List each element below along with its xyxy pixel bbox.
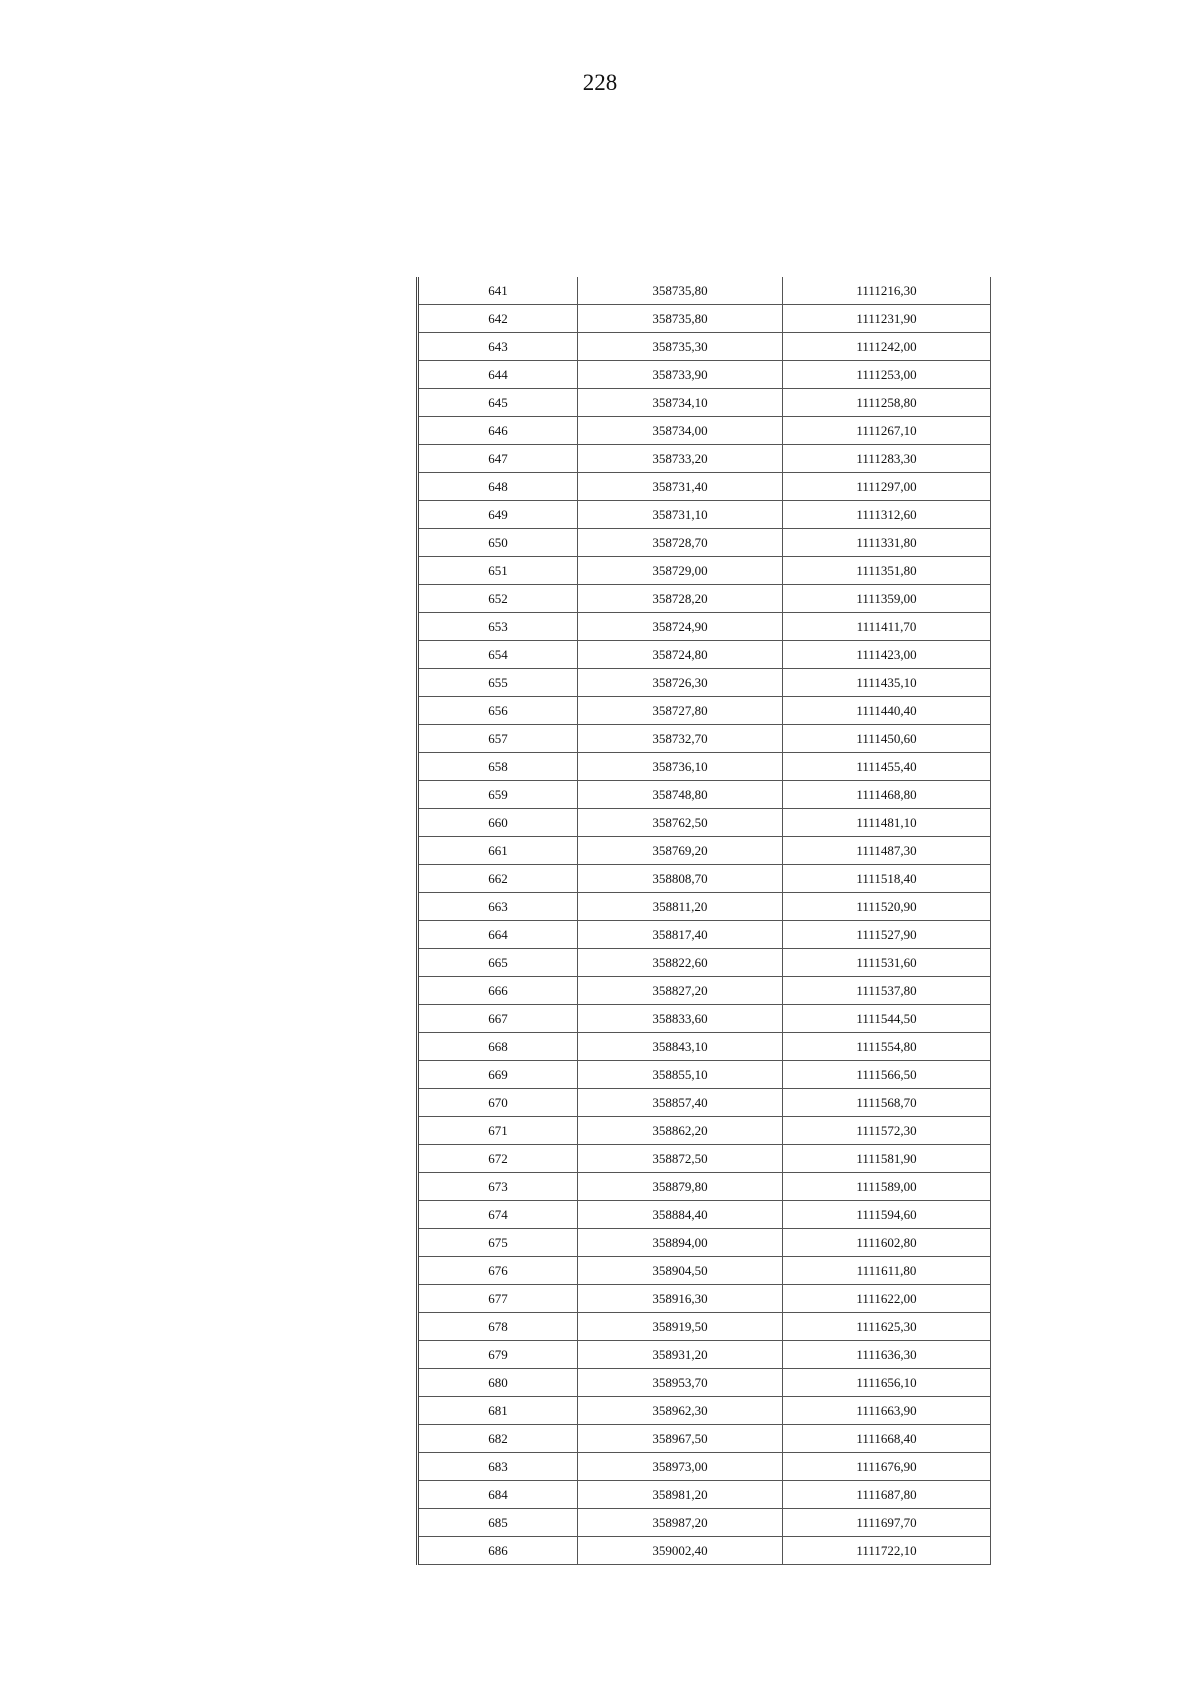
x-coordinate-cell: 358731,40 <box>578 473 783 501</box>
x-coordinate-cell: 358731,10 <box>578 501 783 529</box>
y-coordinate-cell: 1111450,60 <box>783 725 991 753</box>
y-coordinate-cell: 1111258,80 <box>783 389 991 417</box>
y-coordinate-cell: 1111554,80 <box>783 1033 991 1061</box>
x-coordinate-cell: 358931,20 <box>578 1341 783 1369</box>
y-coordinate-cell: 1111572,30 <box>783 1117 991 1145</box>
x-coordinate-cell: 358857,40 <box>578 1089 783 1117</box>
point-number-cell: 644 <box>418 361 578 389</box>
point-number-cell: 669 <box>418 1061 578 1089</box>
y-coordinate-cell: 1111487,30 <box>783 837 991 865</box>
point-number-cell: 649 <box>418 501 578 529</box>
table-row <box>418 1313 991 1341</box>
table-row <box>418 1453 991 1481</box>
y-coordinate-cell: 1111581,90 <box>783 1145 991 1173</box>
x-coordinate-cell: 358735,30 <box>578 333 783 361</box>
point-number-cell: 679 <box>418 1341 578 1369</box>
y-coordinate-cell: 1111297,00 <box>783 473 991 501</box>
point-number-cell: 646 <box>418 417 578 445</box>
point-number-cell: 643 <box>418 333 578 361</box>
table-row <box>418 977 991 1005</box>
x-coordinate-cell: 358735,80 <box>578 277 783 305</box>
point-number-cell: 680 <box>418 1369 578 1397</box>
x-coordinate-cell: 358762,50 <box>578 809 783 837</box>
table-row <box>418 697 991 725</box>
point-number-cell: 664 <box>418 921 578 949</box>
y-coordinate-cell: 1111611,80 <box>783 1257 991 1285</box>
x-coordinate-cell: 358735,80 <box>578 305 783 333</box>
point-number-cell: 641 <box>418 277 578 305</box>
y-coordinate-cell: 1111331,80 <box>783 529 991 557</box>
y-coordinate-cell: 1111283,30 <box>783 445 991 473</box>
point-number-cell: 667 <box>418 1005 578 1033</box>
y-coordinate-cell: 1111527,90 <box>783 921 991 949</box>
x-coordinate-cell: 358872,50 <box>578 1145 783 1173</box>
table-row <box>418 1061 991 1089</box>
x-coordinate-cell: 358904,50 <box>578 1257 783 1285</box>
point-number-cell: 663 <box>418 893 578 921</box>
point-number-cell: 681 <box>418 1397 578 1425</box>
table-row <box>418 417 991 445</box>
table-row <box>418 501 991 529</box>
table-row <box>418 557 991 585</box>
point-number-cell: 666 <box>418 977 578 1005</box>
y-coordinate-cell: 1111518,40 <box>783 865 991 893</box>
x-coordinate-cell: 358919,50 <box>578 1313 783 1341</box>
x-coordinate-cell: 358736,10 <box>578 753 783 781</box>
y-coordinate-cell: 1111697,70 <box>783 1509 991 1537</box>
page-number: 228 <box>582 70 618 95</box>
point-number-cell: 650 <box>418 529 578 557</box>
x-coordinate-cell: 358855,10 <box>578 1061 783 1089</box>
x-coordinate-cell: 358734,00 <box>578 417 783 445</box>
x-coordinate-cell: 358833,60 <box>578 1005 783 1033</box>
x-coordinate-cell: 359002,40 <box>578 1537 783 1565</box>
point-number-cell: 678 <box>418 1313 578 1341</box>
table-row <box>418 529 991 557</box>
point-number-cell: 683 <box>418 1453 578 1481</box>
y-coordinate-cell: 1111435,10 <box>783 669 991 697</box>
y-coordinate-cell: 1111622,00 <box>783 1285 991 1313</box>
x-coordinate-cell: 358811,20 <box>578 893 783 921</box>
y-coordinate-cell: 1111468,80 <box>783 781 991 809</box>
y-coordinate-cell: 1111423,00 <box>783 641 991 669</box>
x-coordinate-cell: 358727,80 <box>578 697 783 725</box>
x-coordinate-cell: 358724,80 <box>578 641 783 669</box>
y-coordinate-cell: 1111568,70 <box>783 1089 991 1117</box>
table-row <box>418 613 991 641</box>
point-number-cell: 653 <box>418 613 578 641</box>
table-row <box>418 389 991 417</box>
x-coordinate-cell: 358953,70 <box>578 1369 783 1397</box>
y-coordinate-cell: 1111594,60 <box>783 1201 991 1229</box>
x-coordinate-cell: 358884,40 <box>578 1201 783 1229</box>
point-number-cell: 662 <box>418 865 578 893</box>
x-coordinate-cell: 358862,20 <box>578 1117 783 1145</box>
point-number-cell: 648 <box>418 473 578 501</box>
table-row <box>418 809 991 837</box>
point-number-cell: 642 <box>418 305 578 333</box>
table-row <box>418 1369 991 1397</box>
x-coordinate-cell: 358733,20 <box>578 445 783 473</box>
table-row <box>418 1537 991 1565</box>
point-number-cell: 671 <box>418 1117 578 1145</box>
point-number-cell: 670 <box>418 1089 578 1117</box>
y-coordinate-cell: 1111411,70 <box>783 613 991 641</box>
y-coordinate-cell: 1111216,30 <box>783 277 991 305</box>
table-row <box>418 1481 991 1509</box>
point-number-cell: 647 <box>418 445 578 473</box>
point-number-cell: 651 <box>418 557 578 585</box>
table-row <box>418 1229 991 1257</box>
point-number-cell: 656 <box>418 697 578 725</box>
x-coordinate-cell: 358987,20 <box>578 1509 783 1537</box>
table-row <box>418 305 991 333</box>
point-number-cell: 675 <box>418 1229 578 1257</box>
x-coordinate-cell: 358724,90 <box>578 613 783 641</box>
table-row <box>418 725 991 753</box>
point-number-cell: 684 <box>418 1481 578 1509</box>
table-row <box>418 585 991 613</box>
point-number-cell: 673 <box>418 1173 578 1201</box>
table-row <box>418 893 991 921</box>
x-coordinate-cell: 358748,80 <box>578 781 783 809</box>
y-coordinate-cell: 1111625,30 <box>783 1313 991 1341</box>
table-row <box>418 1005 991 1033</box>
point-number-cell: 676 <box>418 1257 578 1285</box>
point-number-cell: 682 <box>418 1425 578 1453</box>
coordinates-table-body <box>418 277 991 1565</box>
table-row <box>418 865 991 893</box>
point-number-cell: 645 <box>418 389 578 417</box>
x-coordinate-cell: 358732,70 <box>578 725 783 753</box>
point-number-cell: 685 <box>418 1509 578 1537</box>
point-number-cell: 661 <box>418 837 578 865</box>
y-coordinate-cell: 1111520,90 <box>783 893 991 921</box>
table-row <box>418 1509 991 1537</box>
point-number-cell: 668 <box>418 1033 578 1061</box>
point-number-cell: 657 <box>418 725 578 753</box>
x-coordinate-cell: 358734,10 <box>578 389 783 417</box>
table-row <box>418 1257 991 1285</box>
point-number-cell: 659 <box>418 781 578 809</box>
y-coordinate-cell: 1111722,10 <box>783 1537 991 1565</box>
point-number-cell: 672 <box>418 1145 578 1173</box>
y-coordinate-cell: 1111656,10 <box>783 1369 991 1397</box>
point-number-cell: 674 <box>418 1201 578 1229</box>
x-coordinate-cell: 358733,90 <box>578 361 783 389</box>
table-row <box>418 753 991 781</box>
y-coordinate-cell: 1111663,90 <box>783 1397 991 1425</box>
table-row <box>418 1201 991 1229</box>
table-row <box>418 781 991 809</box>
x-coordinate-cell: 358769,20 <box>578 837 783 865</box>
table-row <box>418 1089 991 1117</box>
x-coordinate-cell: 358973,00 <box>578 1453 783 1481</box>
x-coordinate-cell: 358962,30 <box>578 1397 783 1425</box>
x-coordinate-cell: 358729,00 <box>578 557 783 585</box>
table-row <box>418 361 991 389</box>
y-coordinate-cell: 1111312,60 <box>783 501 991 529</box>
x-coordinate-cell: 358808,70 <box>578 865 783 893</box>
table-row <box>418 921 991 949</box>
table-row <box>418 837 991 865</box>
y-coordinate-cell: 1111481,10 <box>783 809 991 837</box>
y-coordinate-cell: 1111544,50 <box>783 1005 991 1033</box>
y-coordinate-cell: 1111566,50 <box>783 1061 991 1089</box>
y-coordinate-cell: 1111531,60 <box>783 949 991 977</box>
table-row <box>418 1117 991 1145</box>
x-coordinate-cell: 358916,30 <box>578 1285 783 1313</box>
x-coordinate-cell: 358827,20 <box>578 977 783 1005</box>
table-row <box>418 669 991 697</box>
table-row <box>418 949 991 977</box>
x-coordinate-cell: 358817,40 <box>578 921 783 949</box>
table-row <box>418 1285 991 1313</box>
y-coordinate-cell: 1111440,40 <box>783 697 991 725</box>
x-coordinate-cell: 358843,10 <box>578 1033 783 1061</box>
point-number-cell: 652 <box>418 585 578 613</box>
x-coordinate-cell: 358894,00 <box>578 1229 783 1257</box>
y-coordinate-cell: 1111668,40 <box>783 1425 991 1453</box>
y-coordinate-cell: 1111351,80 <box>783 557 991 585</box>
table-row <box>418 277 991 305</box>
point-number-cell: 654 <box>418 641 578 669</box>
y-coordinate-cell: 1111253,00 <box>783 361 991 389</box>
table-row <box>418 1033 991 1061</box>
y-coordinate-cell: 1111636,30 <box>783 1341 991 1369</box>
x-coordinate-cell: 358822,60 <box>578 949 783 977</box>
x-coordinate-cell: 358728,70 <box>578 529 783 557</box>
x-coordinate-cell: 358967,50 <box>578 1425 783 1453</box>
point-number-cell: 655 <box>418 669 578 697</box>
x-coordinate-cell: 358981,20 <box>578 1481 783 1509</box>
x-coordinate-cell: 358728,20 <box>578 585 783 613</box>
table-row <box>418 641 991 669</box>
table-row <box>418 1425 991 1453</box>
table-row <box>418 445 991 473</box>
point-number-cell: 658 <box>418 753 578 781</box>
table-row <box>418 1173 991 1201</box>
point-number-cell: 665 <box>418 949 578 977</box>
table-row <box>418 1341 991 1369</box>
coordinates-table <box>416 277 991 1565</box>
x-coordinate-cell: 358726,30 <box>578 669 783 697</box>
table-row <box>418 1397 991 1425</box>
y-coordinate-cell: 1111676,90 <box>783 1453 991 1481</box>
x-coordinate-cell: 358879,80 <box>578 1173 783 1201</box>
point-number-cell: 686 <box>418 1537 578 1565</box>
y-coordinate-cell: 1111242,00 <box>783 333 991 361</box>
y-coordinate-cell: 1111359,00 <box>783 585 991 613</box>
point-number-cell: 660 <box>418 809 578 837</box>
y-coordinate-cell: 1111455,40 <box>783 753 991 781</box>
table-row <box>418 1145 991 1173</box>
y-coordinate-cell: 1111267,10 <box>783 417 991 445</box>
point-number-cell: 677 <box>418 1285 578 1313</box>
y-coordinate-cell: 1111602,80 <box>783 1229 991 1257</box>
table-row <box>418 333 991 361</box>
y-coordinate-cell: 1111537,80 <box>783 977 991 1005</box>
y-coordinate-cell: 1111589,00 <box>783 1173 991 1201</box>
table-row <box>418 473 991 501</box>
y-coordinate-cell: 1111231,90 <box>783 305 991 333</box>
y-coordinate-cell: 1111687,80 <box>783 1481 991 1509</box>
